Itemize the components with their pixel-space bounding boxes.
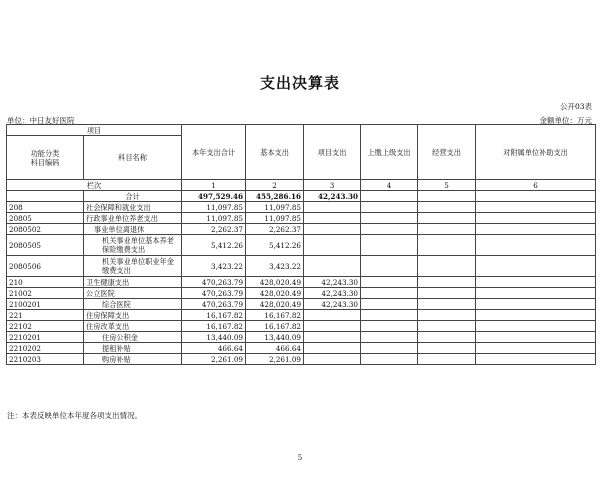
cell-empty [418, 310, 476, 321]
cell-empty [476, 235, 596, 256]
cell-basic: 16,167.82 [246, 310, 304, 321]
cell-project: 42,243.30 [304, 288, 361, 299]
cell-project [304, 321, 361, 332]
cell-empty [361, 343, 418, 354]
amount-unit-label: 金额单位：万元 [539, 116, 592, 125]
column-number: 1 [182, 180, 246, 191]
cell-project: 42,243.30 [304, 277, 361, 288]
cell-empty [418, 256, 476, 277]
cell-empty [418, 343, 476, 354]
column-number: 6 [476, 180, 596, 191]
cell-empty [418, 332, 476, 343]
cell-total: 497,529.46 [182, 191, 246, 202]
cell-empty [361, 277, 418, 288]
cell-empty [418, 224, 476, 235]
table-row [7, 213, 596, 224]
cell-project [304, 224, 361, 235]
cell-code: 2080506 [7, 256, 84, 277]
table-row [7, 224, 596, 235]
cell-empty [418, 277, 476, 288]
cell-code [7, 191, 84, 202]
cell-name: 公立医院 [84, 288, 182, 299]
cell-code: 2100201 [7, 299, 84, 310]
cell-total: 5,412.26 [182, 235, 246, 256]
table-row [7, 256, 596, 277]
page-number: 5 [297, 454, 303, 462]
cell-project [304, 343, 361, 354]
cell-empty [418, 299, 476, 310]
cell-empty [361, 288, 418, 299]
cell-total: 11,097.85 [182, 213, 246, 224]
cell-empty [476, 277, 596, 288]
cell-code: 2080505 [7, 235, 84, 256]
cell-basic: 455,286.16 [246, 191, 304, 202]
cell-empty [418, 213, 476, 224]
cell-code: 208 [7, 202, 84, 213]
cell-empty [418, 191, 476, 202]
cell-name: 综合医院 [84, 299, 182, 310]
cell-empty [361, 332, 418, 343]
cell-empty [361, 235, 418, 256]
cell-code: 20805 [7, 213, 84, 224]
cell-name: 住房改革支出 [84, 321, 182, 332]
cell-empty [476, 321, 596, 332]
table-row [7, 277, 596, 288]
cell-total: 13,440.09 [182, 332, 246, 343]
cell-empty [361, 202, 418, 213]
cell-empty [476, 213, 596, 224]
expenditure-table [6, 124, 596, 365]
cell-project [304, 202, 361, 213]
cell-project: 42,243.30 [304, 191, 361, 202]
cell-basic: 13,440.09 [246, 332, 304, 343]
cell-name: 行政事业单位养老支出 [84, 213, 182, 224]
header-basic: 基本支出 [246, 125, 304, 180]
table-row [7, 235, 596, 256]
cell-project [304, 235, 361, 256]
cell-empty [476, 202, 596, 213]
footnote: 注：本表反映单位本年度各项支出情况。 [7, 411, 142, 420]
cell-total: 2,262.37 [182, 224, 246, 235]
cell-total: 16,167.82 [182, 310, 246, 321]
cell-total: 2,261.09 [182, 354, 246, 365]
cell-code: 2080502 [7, 224, 84, 235]
cell-empty [418, 288, 476, 299]
header-to-upper: 上缴上级支出 [361, 125, 418, 180]
column-number: 4 [361, 180, 418, 191]
cell-name: 合计 [84, 191, 182, 202]
cell-empty [361, 299, 418, 310]
table-row [7, 288, 596, 299]
cell-total: 3,423.22 [182, 256, 246, 277]
cell-name: 社会保障和就业支出 [84, 202, 182, 213]
table-body [7, 191, 596, 365]
cell-project [304, 256, 361, 277]
page-title: 支出决算表 [259, 74, 340, 92]
cell-basic: 11,097.85 [246, 202, 304, 213]
cell-basic: 2,262.37 [246, 224, 304, 235]
cell-basic: 16,167.82 [246, 321, 304, 332]
cell-project: 42,243.30 [304, 299, 361, 310]
header-func-code: 功能分类 科目编码 [7, 136, 84, 180]
cell-empty [361, 354, 418, 365]
header-subsidy: 对附属单位补助支出 [476, 125, 596, 180]
cell-empty [476, 310, 596, 321]
column-number: 3 [304, 180, 361, 191]
cell-basic: 5,412.26 [246, 235, 304, 256]
cell-name: 住房公积金 [84, 332, 182, 343]
cell-project [304, 310, 361, 321]
cell-code: 21002 [7, 288, 84, 299]
form-number: 公开03表 [559, 102, 592, 111]
cell-code: 22102 [7, 321, 84, 332]
cell-basic: 2,261.09 [246, 354, 304, 365]
cell-empty [361, 321, 418, 332]
cell-empty [418, 354, 476, 365]
cell-basic: 428,020.49 [246, 277, 304, 288]
cell-name: 事业单位离退休 [84, 224, 182, 235]
column-number: 2 [246, 180, 304, 191]
cell-empty [476, 354, 596, 365]
cell-basic: 3,423.22 [246, 256, 304, 277]
header-subject-name: 科目名称 [84, 136, 182, 180]
table-row [7, 202, 596, 213]
cell-basic: 466.64 [246, 343, 304, 354]
cell-name: 卫生健康支出 [84, 277, 182, 288]
cell-empty [418, 321, 476, 332]
table-row [7, 354, 596, 365]
table-row [7, 299, 596, 310]
column-number-row [7, 180, 596, 191]
cell-total: 470,263.79 [182, 277, 246, 288]
cell-total: 16,167.82 [182, 321, 246, 332]
unit-label: 单位：中日友好医院 [7, 116, 75, 125]
table-row [7, 310, 596, 321]
cell-basic: 11,097.85 [246, 213, 304, 224]
cell-name: 购房补贴 [84, 354, 182, 365]
cell-name: 住房保障支出 [84, 310, 182, 321]
cell-empty [476, 256, 596, 277]
cell-empty [361, 256, 418, 277]
cell-empty [361, 191, 418, 202]
cell-empty [476, 288, 596, 299]
cell-empty [476, 299, 596, 310]
header-project: 项目 [7, 125, 182, 136]
cell-empty [418, 235, 476, 256]
cell-project [304, 354, 361, 365]
cell-total: 470,263.79 [182, 299, 246, 310]
cell-name: 提租补贴 [84, 343, 182, 354]
cell-empty [476, 343, 596, 354]
cell-total: 466.64 [182, 343, 246, 354]
cell-empty [361, 310, 418, 321]
cell-empty [418, 202, 476, 213]
cell-name: 机关事业单位职业年金缴费支出 [84, 256, 182, 277]
header-business: 经营支出 [418, 125, 476, 180]
cell-code: 2210201 [7, 332, 84, 343]
cell-basic: 428,020.49 [246, 299, 304, 310]
cell-code: 221 [7, 310, 84, 321]
cell-name: 机关事业单位基本养老保险缴费支出 [84, 235, 182, 256]
table-row [7, 332, 596, 343]
cell-empty [476, 332, 596, 343]
cell-code: 2210202 [7, 343, 84, 354]
cell-code: 2210203 [7, 354, 84, 365]
header-total: 本年支出合计 [182, 125, 246, 180]
total-row [7, 191, 596, 202]
cell-empty [361, 224, 418, 235]
cell-empty [476, 224, 596, 235]
table-row [7, 321, 596, 332]
cell-empty [361, 213, 418, 224]
header-row [7, 125, 596, 136]
column-number-label: 栏次 [7, 180, 182, 191]
cell-empty [476, 191, 596, 202]
cell-project [304, 332, 361, 343]
cell-total: 11,097.85 [182, 202, 246, 213]
cell-basic: 428,020.49 [246, 288, 304, 299]
header-project-exp: 项目支出 [304, 125, 361, 180]
table-row [7, 343, 596, 354]
column-number: 5 [418, 180, 476, 191]
cell-code: 210 [7, 277, 84, 288]
cell-project [304, 213, 361, 224]
cell-total: 470,263.79 [182, 288, 246, 299]
